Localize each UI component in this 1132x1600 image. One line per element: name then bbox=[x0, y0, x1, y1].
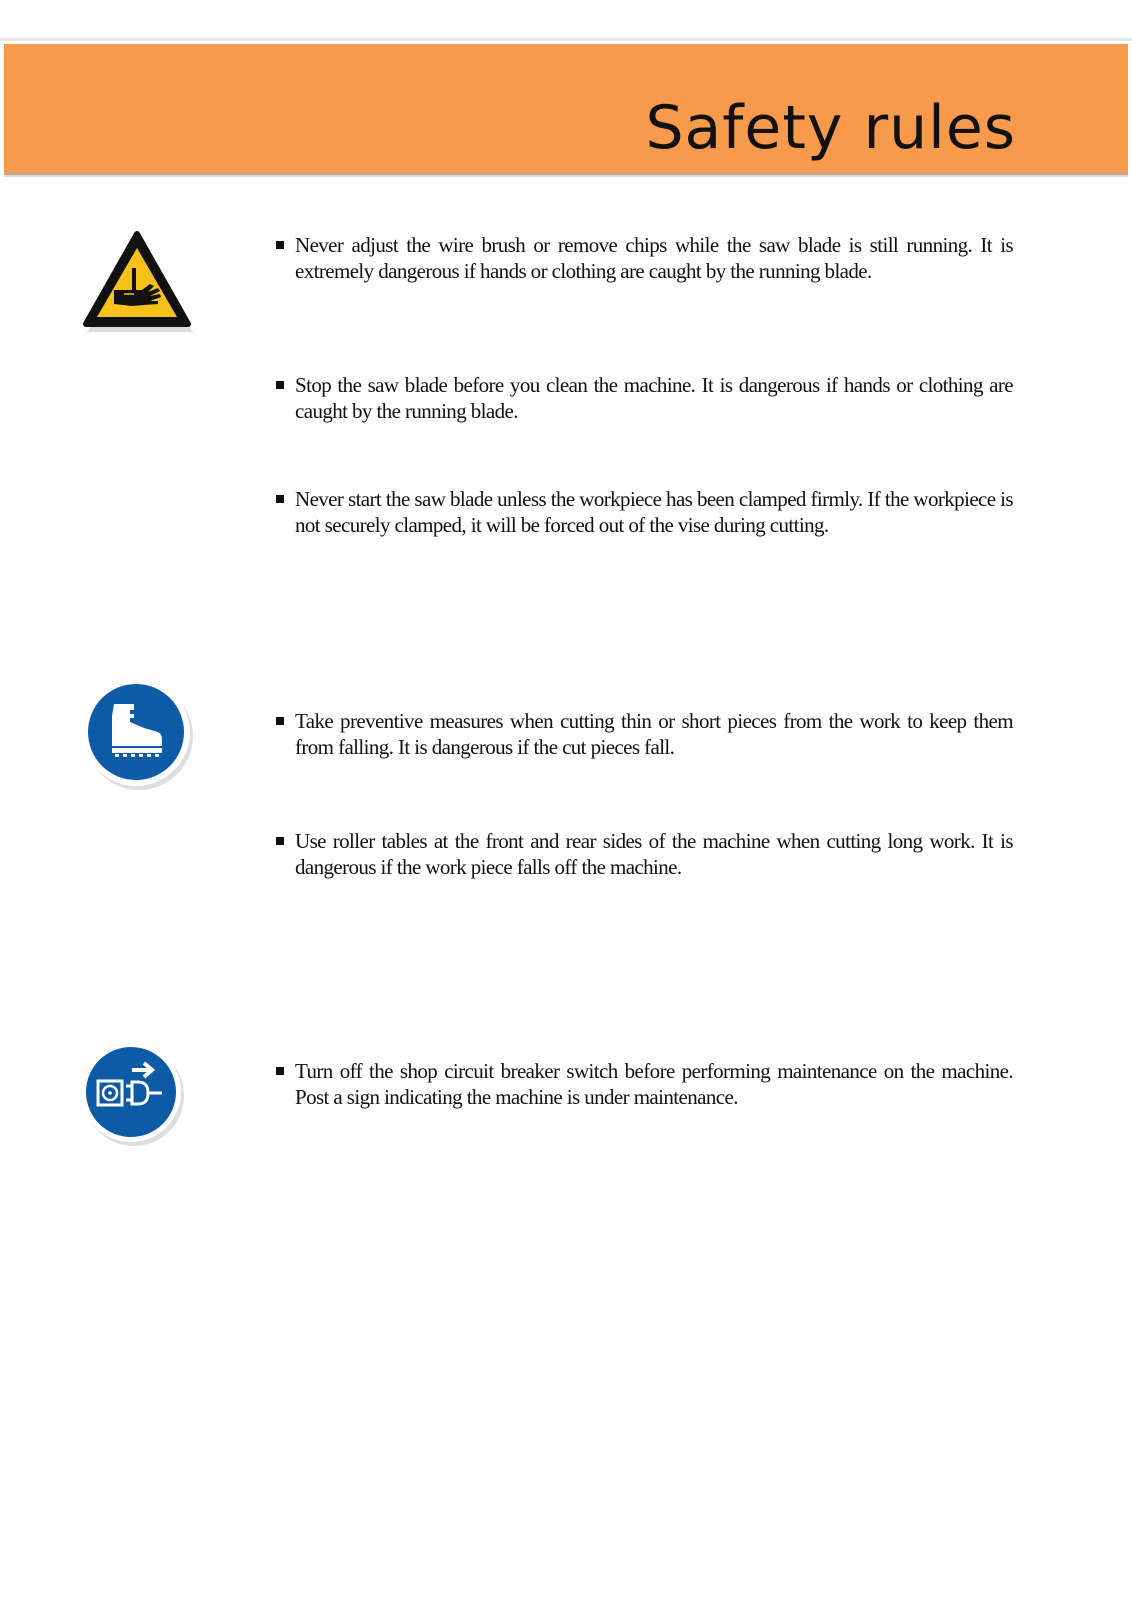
header-band bbox=[4, 44, 1128, 175]
bullet-icon bbox=[276, 837, 284, 845]
page-top-rule bbox=[0, 38, 1132, 41]
bullet-icon bbox=[276, 381, 284, 389]
bullet-icon bbox=[276, 495, 284, 503]
bullet-icon bbox=[276, 717, 284, 725]
disconnect-power-icon bbox=[80, 1040, 194, 1154]
safety-rule-2: Stop the saw blade before you clean the machine. It is dangerous if hands or clothing are caught by the running blade. bbox=[276, 372, 1013, 424]
bullet-icon bbox=[276, 241, 284, 249]
safety-rule-6: Turn off the shop circuit breaker switch before performing maintenance on the machine. Post a sign indicating the machine is under maintenance. bbox=[276, 1058, 1013, 1110]
safety-rule-4: Take preventive measures when cutting thin or short pieces from the work to keep them from falling. It is dangerous if the cut pieces fall. bbox=[276, 708, 1013, 760]
bullet-icon bbox=[276, 1067, 284, 1075]
safety-rule-1: Never adjust the wire brush or remove chips while the saw blade is still running. It is extremely dangerous if hands or clothing are caught by the running blade. bbox=[276, 232, 1013, 284]
page-title: Safety rules bbox=[645, 93, 1016, 163]
safety-boots-icon bbox=[80, 676, 194, 790]
safety-rule-5: Use roller tables at the front and rear sides of the machine when cutting long work. It is dangerous if the work piece falls off the machine. bbox=[276, 828, 1013, 880]
hand-cut-warning-icon bbox=[80, 228, 194, 342]
safety-rule-3: Never start the saw blade unless the workpiece has been clamped firmly. If the workpiece is not securely clamped, it will be forced out of the vise during cutting. bbox=[276, 486, 1013, 538]
